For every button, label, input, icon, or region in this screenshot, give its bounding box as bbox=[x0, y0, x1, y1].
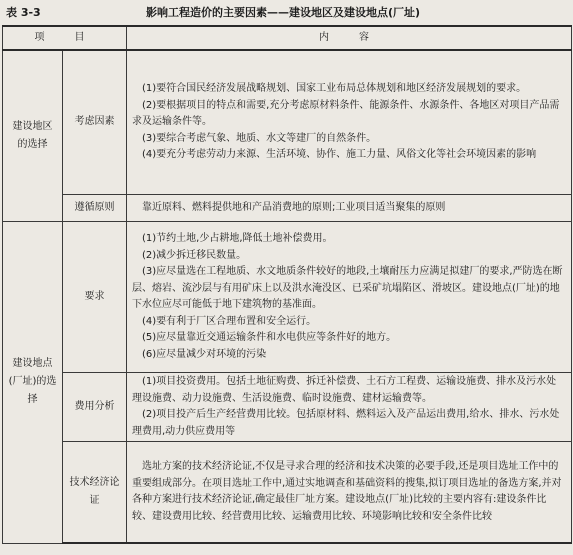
content-paragraph: (6)应尽量减少对环境的污染 bbox=[142, 348, 267, 360]
row-content bbox=[127, 442, 572, 544]
row-label: 要求 bbox=[63, 222, 127, 373]
table-number: 表 3-3 bbox=[6, 6, 41, 19]
row-label: 费用分析 bbox=[63, 373, 127, 442]
table-row bbox=[3, 373, 572, 442]
row-content bbox=[127, 50, 572, 194]
content-paragraph: (2)项目投产后生产经营费用比较。包括原材料、燃料运入及产品运出费用,给水、排水、污水处理费用,动力供应费用等 bbox=[132, 409, 560, 437]
content-paragraph: (3)应尽量选在工程地质、水文地质条件较好的地段,土壤耐压力应满足拟建厂的要求,严防选在断层、熔岩、流沙层与有用矿床上以及洪水淹没区、已采矿坑塌陷区、滑坡区。建设地点(厂址)的地下水位应尽可能低于地下建筑物的基准面。 bbox=[132, 266, 563, 310]
content-paragraph: (1)节约土地,少占耕地,降低土地补偿费用。 bbox=[142, 233, 333, 244]
table-row bbox=[3, 50, 572, 194]
table-header-row bbox=[3, 26, 572, 50]
table-title: 影响工程造价的主要因素——建设地区及建设地点(厂址) bbox=[146, 6, 421, 19]
section-label: 建设地区的选择 bbox=[3, 50, 63, 222]
table-row bbox=[3, 194, 572, 221]
content-paragraph: (1)项目投资费用。包括土地征购费、拆迁补偿费、土石方工程费、运输设施费、排水及污水处理设施费、动力设施费、生活设施费、临时设施费、建材运输费等。 bbox=[132, 376, 557, 404]
section-label: 建设地点(厂址)的选择 bbox=[3, 222, 63, 544]
row-label: 遵循原则 bbox=[63, 194, 127, 221]
factor-table bbox=[2, 25, 572, 544]
table-row bbox=[3, 222, 572, 373]
content-paragraph: 选址方案的技术经济论证,不仅是寻求合理的经济和技术决策的必要手段,还是项目选址工作中的重要组成部分。在项目选址工作中,通过实地调查和基础资料的搜集,拟订项目选址的备选方案,并对各种方案进行技术经济论证,确定最佳厂址方案。建设地点(厂址)比较的主要内容有:建设条件比较、建设费用比较、经营费用比较、运输费用比较、环境影响比较和安全条件比较 bbox=[132, 461, 562, 522]
content-paragraph: 靠近原料、燃料提供地和产品消费地的原则;工业项目适当聚集的原则 bbox=[142, 201, 446, 213]
row-label: 考虑因素 bbox=[63, 50, 127, 194]
content-paragraph: (4)要有利于厂区合理布置和安全运行。 bbox=[142, 315, 317, 327]
table-row bbox=[3, 442, 572, 544]
row-content bbox=[127, 373, 572, 442]
content-paragraph: (4)要充分考虑劳动力来源、生活环境、协作、施工力量、风俗文化等社会环境因素的影响 bbox=[142, 149, 537, 161]
row-content bbox=[127, 194, 572, 221]
content-paragraph: (3)要综合考虑气象、地质、水文等建厂的自然条件。 bbox=[142, 132, 377, 144]
header-content: 内 容 bbox=[127, 26, 572, 50]
header-item: 项 目 bbox=[3, 26, 127, 50]
content-paragraph: (2)要根据项目的特点和需要,充分考虑原材料条件、能源条件、水源条件、各地区对项目产品需求及运输条件等。 bbox=[132, 99, 560, 128]
content-paragraph: (1)要符合国民经济发展战略规划、国家工业布局总体规划和地区经济发展规划的要求。 bbox=[142, 83, 527, 95]
content-paragraph: (2)减少拆迁移民数量。 bbox=[142, 249, 247, 261]
row-content bbox=[127, 222, 572, 373]
table-caption bbox=[4, 3, 569, 23]
content-paragraph: (5)应尽量靠近交通运输条件和水电供应等条件好的地方。 bbox=[142, 332, 397, 343]
row-label: 技术经济论证 bbox=[63, 442, 127, 544]
